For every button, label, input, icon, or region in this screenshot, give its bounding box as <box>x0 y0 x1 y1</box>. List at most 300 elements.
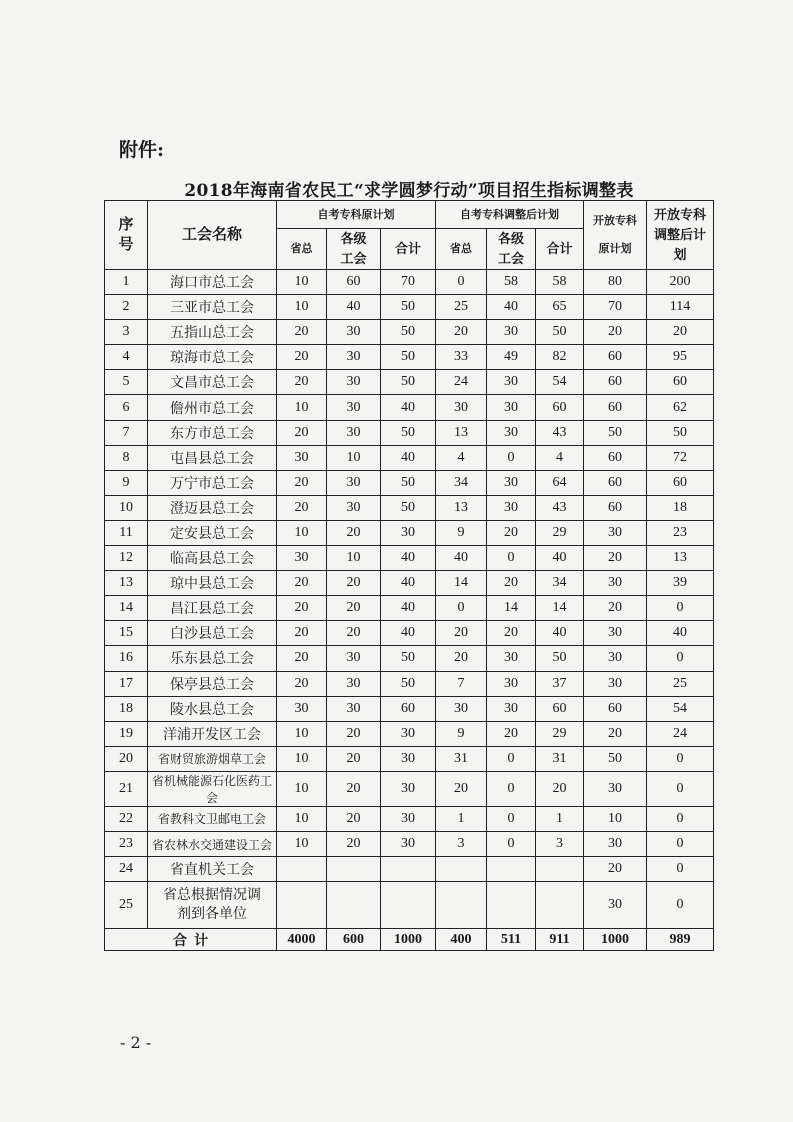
cell-original-all-levels: 30 <box>327 420 381 445</box>
table-row <box>105 345 714 370</box>
cell-original-province: 10 <box>277 395 327 420</box>
cell-original-all-levels: 30 <box>327 470 381 495</box>
cell-adjusted-province: 14 <box>436 571 487 596</box>
cell-original-province: 30 <box>277 546 327 571</box>
cell-original-all-levels: 30 <box>327 646 381 671</box>
cell-open-original: 10 <box>584 806 647 831</box>
cell-original-province: 10 <box>277 295 327 320</box>
cell-adjusted-province: 3 <box>436 831 487 856</box>
cell-seq: 19 <box>105 721 148 746</box>
cell-original-all-levels: 30 <box>327 345 381 370</box>
cell-adjusted-province: 34 <box>436 470 487 495</box>
cell-original-total: 50 <box>381 320 436 345</box>
cell-open-adjusted: 62 <box>647 395 714 420</box>
cell-adjusted-province: 24 <box>436 370 487 395</box>
cell-seq: 2 <box>105 295 148 320</box>
cell-original-province: 10 <box>277 771 327 806</box>
cell-adjusted-all-levels: 30 <box>487 320 536 345</box>
table-row <box>105 546 714 571</box>
cell-original-all-levels: 20 <box>327 771 381 806</box>
cell-union-name: 定安县总工会 <box>148 520 277 545</box>
cell-original-province: 20 <box>277 596 327 621</box>
cell-adjusted-all-levels: 30 <box>487 646 536 671</box>
cell-union-name: 儋州市总工会 <box>148 395 277 420</box>
cell-original-province: 30 <box>277 696 327 721</box>
cell-original-total: 60 <box>381 696 436 721</box>
totals-row <box>105 929 714 951</box>
table-row <box>105 721 714 746</box>
table-row <box>105 520 714 545</box>
cell-original-all-levels: 30 <box>327 696 381 721</box>
table-row <box>105 882 714 929</box>
cell-open-original: 20 <box>584 320 647 345</box>
cell-adjusted-province: 9 <box>436 520 487 545</box>
cell-original-all-levels <box>327 857 381 882</box>
cell-original-total: 50 <box>381 370 436 395</box>
attachment-label: 附件: <box>119 139 165 161</box>
cell-original-province: 20 <box>277 470 327 495</box>
header-adjusted-total: 合计 <box>536 229 584 270</box>
cell-adjusted-province: 30 <box>436 395 487 420</box>
cell-open-adjusted: 0 <box>647 857 714 882</box>
cell-union-name: 白沙县总工会 <box>148 621 277 646</box>
cell-original-all-levels: 30 <box>327 370 381 395</box>
cell-adjusted-province: 0 <box>436 270 487 295</box>
table-row <box>105 295 714 320</box>
table-row <box>105 621 714 646</box>
cell-seq: 5 <box>105 370 148 395</box>
cell-original-province: 20 <box>277 345 327 370</box>
cell-adjusted-total: 58 <box>536 270 584 295</box>
cell-adjusted-total: 64 <box>536 470 584 495</box>
cell-open-adjusted: 0 <box>647 831 714 856</box>
header-original-province: 省总 <box>277 229 327 270</box>
cell-open-original: 80 <box>584 270 647 295</box>
cell-union-name: 琼海市总工会 <box>148 345 277 370</box>
cell-seq: 17 <box>105 671 148 696</box>
cell-original-all-levels: 20 <box>327 621 381 646</box>
cell-adjusted-province <box>436 882 487 929</box>
cell-adjusted-province: 13 <box>436 420 487 445</box>
cell-union-name: 屯昌县总工会 <box>148 445 277 470</box>
cell-adjusted-total: 65 <box>536 295 584 320</box>
table-row <box>105 445 714 470</box>
cell-adjusted-province: 25 <box>436 295 487 320</box>
table-row <box>105 646 714 671</box>
cell-original-all-levels: 20 <box>327 596 381 621</box>
cell-original-all-levels: 10 <box>327 445 381 470</box>
cell-adjusted-total <box>536 857 584 882</box>
header-adjusted-all-levels: 各级 工会 <box>487 229 536 270</box>
cell-adjusted-all-levels <box>487 882 536 929</box>
table-row <box>105 470 714 495</box>
cell-original-total: 50 <box>381 495 436 520</box>
cell-seq: 1 <box>105 270 148 295</box>
cell-seq: 3 <box>105 320 148 345</box>
cell-adjusted-total: 40 <box>536 546 584 571</box>
cell-open-original: 30 <box>584 571 647 596</box>
cell-open-adjusted: 0 <box>647 596 714 621</box>
cell-adjusted-province: 7 <box>436 671 487 696</box>
table-row <box>105 596 714 621</box>
header-open-original: 开放专科 原计划 <box>584 201 647 270</box>
cell-open-original: 60 <box>584 696 647 721</box>
cell-seq: 9 <box>105 470 148 495</box>
cell-adjusted-all-levels: 30 <box>487 395 536 420</box>
cell-adjusted-total: 43 <box>536 420 584 445</box>
cell-adjusted-total: 20 <box>536 771 584 806</box>
cell-open-original: 60 <box>584 470 647 495</box>
total-adjusted-all-levels: 511 <box>487 929 536 951</box>
cell-original-all-levels: 20 <box>327 571 381 596</box>
cell-original-province: 20 <box>277 571 327 596</box>
cell-original-total: 50 <box>381 470 436 495</box>
cell-seq: 4 <box>105 345 148 370</box>
cell-union-name: 五指山总工会 <box>148 320 277 345</box>
cell-open-adjusted: 50 <box>647 420 714 445</box>
cell-adjusted-province: 13 <box>436 495 487 520</box>
cell-adjusted-total: 50 <box>536 320 584 345</box>
cell-adjusted-all-levels: 49 <box>487 345 536 370</box>
cell-original-province: 10 <box>277 746 327 771</box>
cell-original-all-levels: 20 <box>327 721 381 746</box>
cell-union-name: 洋浦开发区工会 <box>148 721 277 746</box>
cell-original-province: 30 <box>277 445 327 470</box>
totals-label: 合 计 <box>105 929 277 951</box>
cell-adjusted-total: 37 <box>536 671 584 696</box>
cell-adjusted-all-levels: 30 <box>487 495 536 520</box>
cell-open-adjusted: 0 <box>647 646 714 671</box>
cell-open-adjusted: 60 <box>647 370 714 395</box>
page-number: - 2 - <box>120 1033 152 1052</box>
cell-open-original: 50 <box>584 420 647 445</box>
cell-adjusted-province: 31 <box>436 746 487 771</box>
cell-original-total: 40 <box>381 395 436 420</box>
cell-open-adjusted: 23 <box>647 520 714 545</box>
cell-open-original: 60 <box>584 345 647 370</box>
table-row <box>105 370 714 395</box>
total-open-adjusted: 989 <box>647 929 714 951</box>
cell-open-original: 30 <box>584 831 647 856</box>
cell-original-all-levels: 20 <box>327 520 381 545</box>
cell-open-adjusted: 0 <box>647 882 714 929</box>
cell-open-adjusted: 20 <box>647 320 714 345</box>
header-union-name: 工会名称 <box>148 201 277 270</box>
cell-original-all-levels: 10 <box>327 546 381 571</box>
cell-open-original: 30 <box>584 646 647 671</box>
table-row <box>105 746 714 771</box>
cell-adjusted-all-levels: 0 <box>487 445 536 470</box>
cell-adjusted-all-levels: 0 <box>487 771 536 806</box>
table-row <box>105 806 714 831</box>
cell-adjusted-province: 40 <box>436 546 487 571</box>
table-row <box>105 671 714 696</box>
cell-union-name: 三亚市总工会 <box>148 295 277 320</box>
cell-seq: 18 <box>105 696 148 721</box>
union-name-line: 省总根据情况调 <box>163 888 261 904</box>
cell-seq: 21 <box>105 771 148 806</box>
cell-open-original: 60 <box>584 395 647 420</box>
cell-open-adjusted: 18 <box>647 495 714 520</box>
cell-original-total: 50 <box>381 295 436 320</box>
cell-union-name: 临高县总工会 <box>148 546 277 571</box>
cell-seq: 12 <box>105 546 148 571</box>
cell-union-name: 省机械能源石化医药工会 <box>148 771 277 806</box>
cell-original-total: 30 <box>381 520 436 545</box>
cell-seq: 6 <box>105 395 148 420</box>
cell-open-adjusted: 25 <box>647 671 714 696</box>
cell-original-total: 50 <box>381 345 436 370</box>
cell-seq: 11 <box>105 520 148 545</box>
cell-adjusted-all-levels: 30 <box>487 696 536 721</box>
header-original-plan: 自考专科原计划 <box>277 201 436 229</box>
cell-adjusted-all-levels: 30 <box>487 420 536 445</box>
cell-adjusted-all-levels: 0 <box>487 831 536 856</box>
cell-seq: 25 <box>105 882 148 929</box>
document-title: 2018年海南省农民工“求学圆梦行动”项目招生指标调整表 <box>184 181 634 201</box>
cell-adjusted-all-levels: 58 <box>487 270 536 295</box>
cell-union-name: 琼中县总工会 <box>148 571 277 596</box>
cell-union-name: 东方市总工会 <box>148 420 277 445</box>
total-original-province: 4000 <box>277 929 327 951</box>
cell-original-all-levels <box>327 882 381 929</box>
cell-open-adjusted: 60 <box>647 470 714 495</box>
cell-original-total: 30 <box>381 771 436 806</box>
cell-seq: 20 <box>105 746 148 771</box>
cell-open-adjusted: 72 <box>647 445 714 470</box>
cell-open-original: 30 <box>584 882 647 929</box>
cell-original-province: 20 <box>277 646 327 671</box>
cell-open-original: 60 <box>584 445 647 470</box>
cell-adjusted-total: 40 <box>536 621 584 646</box>
table-row <box>105 320 714 345</box>
cell-open-adjusted: 0 <box>647 746 714 771</box>
cell-original-province: 20 <box>277 420 327 445</box>
cell-original-province <box>277 857 327 882</box>
total-adjusted-province: 400 <box>436 929 487 951</box>
cell-union-name: 昌江县总工会 <box>148 596 277 621</box>
cell-adjusted-province: 9 <box>436 721 487 746</box>
cell-open-original: 20 <box>584 857 647 882</box>
cell-adjusted-all-levels: 0 <box>487 746 536 771</box>
cell-adjusted-all-levels: 0 <box>487 806 536 831</box>
cell-seq: 23 <box>105 831 148 856</box>
cell-open-original: 20 <box>584 596 647 621</box>
table-row <box>105 771 714 806</box>
cell-adjusted-total: 60 <box>536 696 584 721</box>
header-adjusted-province: 省总 <box>436 229 487 270</box>
table-row <box>105 831 714 856</box>
cell-original-total: 30 <box>381 831 436 856</box>
cell-open-original: 30 <box>584 771 647 806</box>
cell-seq: 16 <box>105 646 148 671</box>
total-original-all-levels: 600 <box>327 929 381 951</box>
cell-adjusted-total: 1 <box>536 806 584 831</box>
cell-original-province: 20 <box>277 370 327 395</box>
cell-union-name: 文昌市总工会 <box>148 370 277 395</box>
cell-open-original: 50 <box>584 746 647 771</box>
cell-original-all-levels: 30 <box>327 671 381 696</box>
table-row <box>105 857 714 882</box>
cell-original-all-levels: 20 <box>327 831 381 856</box>
cell-original-total: 70 <box>381 270 436 295</box>
cell-adjusted-total: 14 <box>536 596 584 621</box>
cell-open-original: 60 <box>584 370 647 395</box>
cell-original-all-levels: 40 <box>327 295 381 320</box>
enrollment-quota-table <box>104 200 714 951</box>
cell-adjusted-all-levels <box>487 857 536 882</box>
total-original-total: 1000 <box>381 929 436 951</box>
table-row <box>105 696 714 721</box>
cell-original-all-levels: 20 <box>327 746 381 771</box>
table-row <box>105 571 714 596</box>
cell-union-name: 省直机关工会 <box>148 857 277 882</box>
cell-original-all-levels: 30 <box>327 495 381 520</box>
cell-seq: 15 <box>105 621 148 646</box>
cell-original-province <box>277 882 327 929</box>
cell-adjusted-province: 1 <box>436 806 487 831</box>
cell-original-total: 40 <box>381 445 436 470</box>
cell-original-total: 40 <box>381 571 436 596</box>
cell-adjusted-all-levels: 30 <box>487 671 536 696</box>
cell-open-original: 30 <box>584 621 647 646</box>
cell-adjusted-province: 4 <box>436 445 487 470</box>
cell-adjusted-all-levels: 20 <box>487 520 536 545</box>
cell-original-all-levels: 30 <box>327 320 381 345</box>
cell-union-name: 省教科文卫邮电工会 <box>148 806 277 831</box>
cell-original-province: 10 <box>277 721 327 746</box>
cell-open-adjusted: 54 <box>647 696 714 721</box>
cell-original-total: 50 <box>381 420 436 445</box>
cell-original-province: 20 <box>277 495 327 520</box>
cell-open-adjusted: 39 <box>647 571 714 596</box>
cell-union-name <box>148 882 277 929</box>
cell-original-province: 20 <box>277 671 327 696</box>
cell-open-adjusted: 13 <box>647 546 714 571</box>
cell-open-original: 30 <box>584 520 647 545</box>
cell-adjusted-province: 20 <box>436 320 487 345</box>
cell-open-adjusted: 0 <box>647 771 714 806</box>
union-name-line: 剂到各单位 <box>177 907 247 923</box>
table-row <box>105 495 714 520</box>
cell-adjusted-total: 50 <box>536 646 584 671</box>
cell-union-name: 省财贸旅游烟草工会 <box>148 746 277 771</box>
cell-open-adjusted: 200 <box>647 270 714 295</box>
cell-original-total: 50 <box>381 671 436 696</box>
cell-seq: 7 <box>105 420 148 445</box>
header-original-total: 合计 <box>381 229 436 270</box>
header-seq: 序 号 <box>105 201 148 270</box>
cell-original-total: 50 <box>381 646 436 671</box>
cell-open-original: 70 <box>584 295 647 320</box>
cell-seq: 10 <box>105 495 148 520</box>
cell-adjusted-total: 34 <box>536 571 584 596</box>
cell-open-adjusted: 24 <box>647 721 714 746</box>
cell-original-total: 30 <box>381 721 436 746</box>
cell-open-original: 20 <box>584 546 647 571</box>
cell-original-all-levels: 60 <box>327 270 381 295</box>
cell-original-total <box>381 882 436 929</box>
cell-adjusted-province: 30 <box>436 696 487 721</box>
table-row <box>105 395 714 420</box>
cell-original-all-levels: 30 <box>327 395 381 420</box>
cell-original-total: 30 <box>381 806 436 831</box>
cell-original-total: 30 <box>381 746 436 771</box>
cell-union-name: 万宁市总工会 <box>148 470 277 495</box>
cell-adjusted-total: 43 <box>536 495 584 520</box>
cell-adjusted-province: 0 <box>436 596 487 621</box>
cell-adjusted-all-levels: 20 <box>487 571 536 596</box>
cell-original-total <box>381 857 436 882</box>
cell-open-adjusted: 114 <box>647 295 714 320</box>
cell-adjusted-province <box>436 857 487 882</box>
cell-open-original: 20 <box>584 721 647 746</box>
cell-adjusted-province: 20 <box>436 621 487 646</box>
cell-adjusted-province: 33 <box>436 345 487 370</box>
cell-adjusted-total: 3 <box>536 831 584 856</box>
cell-adjusted-total: 60 <box>536 395 584 420</box>
cell-adjusted-total: 29 <box>536 721 584 746</box>
cell-adjusted-total: 4 <box>536 445 584 470</box>
cell-original-province: 20 <box>277 320 327 345</box>
cell-original-province: 10 <box>277 520 327 545</box>
cell-union-name: 乐东县总工会 <box>148 646 277 671</box>
cell-adjusted-total: 29 <box>536 520 584 545</box>
cell-adjusted-all-levels: 30 <box>487 370 536 395</box>
cell-union-name: 保亭县总工会 <box>148 671 277 696</box>
cell-original-total: 40 <box>381 621 436 646</box>
cell-seq: 22 <box>105 806 148 831</box>
cell-adjusted-province: 20 <box>436 771 487 806</box>
header-adjusted-plan: 自考专科调整后计划 <box>436 201 584 229</box>
cell-original-province: 10 <box>277 270 327 295</box>
cell-adjusted-all-levels: 30 <box>487 470 536 495</box>
cell-original-province: 20 <box>277 621 327 646</box>
cell-open-adjusted: 0 <box>647 806 714 831</box>
total-adjusted-total: 911 <box>536 929 584 951</box>
cell-adjusted-total: 31 <box>536 746 584 771</box>
cell-union-name: 省农林水交通建设工会 <box>148 831 277 856</box>
cell-union-name: 海口市总工会 <box>148 270 277 295</box>
cell-seq: 24 <box>105 857 148 882</box>
cell-union-name: 陵水县总工会 <box>148 696 277 721</box>
cell-original-total: 40 <box>381 596 436 621</box>
cell-adjusted-all-levels: 40 <box>487 295 536 320</box>
cell-adjusted-all-levels: 20 <box>487 721 536 746</box>
table-row <box>105 270 714 295</box>
cell-adjusted-total: 54 <box>536 370 584 395</box>
cell-adjusted-all-levels: 20 <box>487 621 536 646</box>
cell-original-total: 40 <box>381 546 436 571</box>
cell-original-all-levels: 20 <box>327 806 381 831</box>
cell-adjusted-all-levels: 14 <box>487 596 536 621</box>
cell-union-name: 澄迈县总工会 <box>148 495 277 520</box>
cell-adjusted-total <box>536 882 584 929</box>
cell-original-province: 10 <box>277 831 327 856</box>
cell-seq: 13 <box>105 571 148 596</box>
cell-seq: 14 <box>105 596 148 621</box>
cell-adjusted-all-levels: 0 <box>487 546 536 571</box>
cell-original-province: 10 <box>277 806 327 831</box>
cell-open-adjusted: 40 <box>647 621 714 646</box>
total-open-original: 1000 <box>584 929 647 951</box>
cell-adjusted-total: 82 <box>536 345 584 370</box>
cell-adjusted-province: 20 <box>436 646 487 671</box>
cell-open-original: 30 <box>584 671 647 696</box>
cell-seq: 8 <box>105 445 148 470</box>
cell-open-original: 60 <box>584 495 647 520</box>
header-original-all-levels: 各级 工会 <box>327 229 381 270</box>
